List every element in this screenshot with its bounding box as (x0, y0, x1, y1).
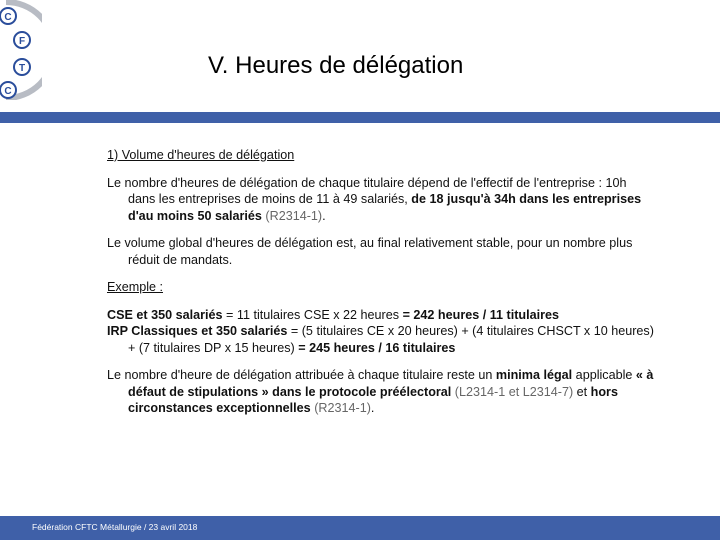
example-label: Exemple : (107, 280, 163, 294)
slide-content (107, 147, 657, 417)
logo-letter: F (18, 36, 26, 47)
footer-bar (0, 516, 720, 540)
footer-text: Fédération CFTC Métallurgie / 23 avril 2018 (32, 522, 198, 532)
logo-letter: T (18, 63, 26, 74)
paragraph-volume-global: Le volume global d'heures de délégation est, au final relativement stable, pour un nombre plus réduit de mandats. (107, 236, 633, 267)
paragraph-minima-legal: Le nombre d'heure de délégation attribuée à chaque titulaire reste un minima légal applicable « à défaut de stipulations » dans le protocole préélectoral (L2314-1 et L2314-7) et hors circonstances exceptionnelles (R2314-1). (107, 368, 654, 415)
logo-letter: C (4, 12, 12, 23)
example-cse: CSE et 350 salariés = 11 titulaires CSE x 22 heures = 242 heures / 11 titulaires (107, 307, 560, 322)
logo-letter: C (4, 86, 12, 97)
header-bar (0, 112, 720, 123)
slide-title: V. Heures de délégation (208, 52, 464, 79)
paragraph-effectif: Le nombre d'heures de délégation de chaque titulaire dépend de l'effectif de l'entreprise : 10h dans les entreprises de moins de 11 à 49 salariés, de 18 jusqu'à 34h dans les entreprises d'au moins 50 salariés (R2314-1). (107, 175, 642, 223)
cftc-logo (0, 0, 42, 100)
section-heading: 1) Volume d'heures de délégation (107, 148, 295, 162)
example-irp: IRP Classiques et 350 salariés = (5 titulaires CE x 20 heures) + (4 titulaires CHSCT x 10 heures) + (7 titulaires DP x 15 heures) = 245 heures / 16 titulaires (107, 324, 654, 355)
